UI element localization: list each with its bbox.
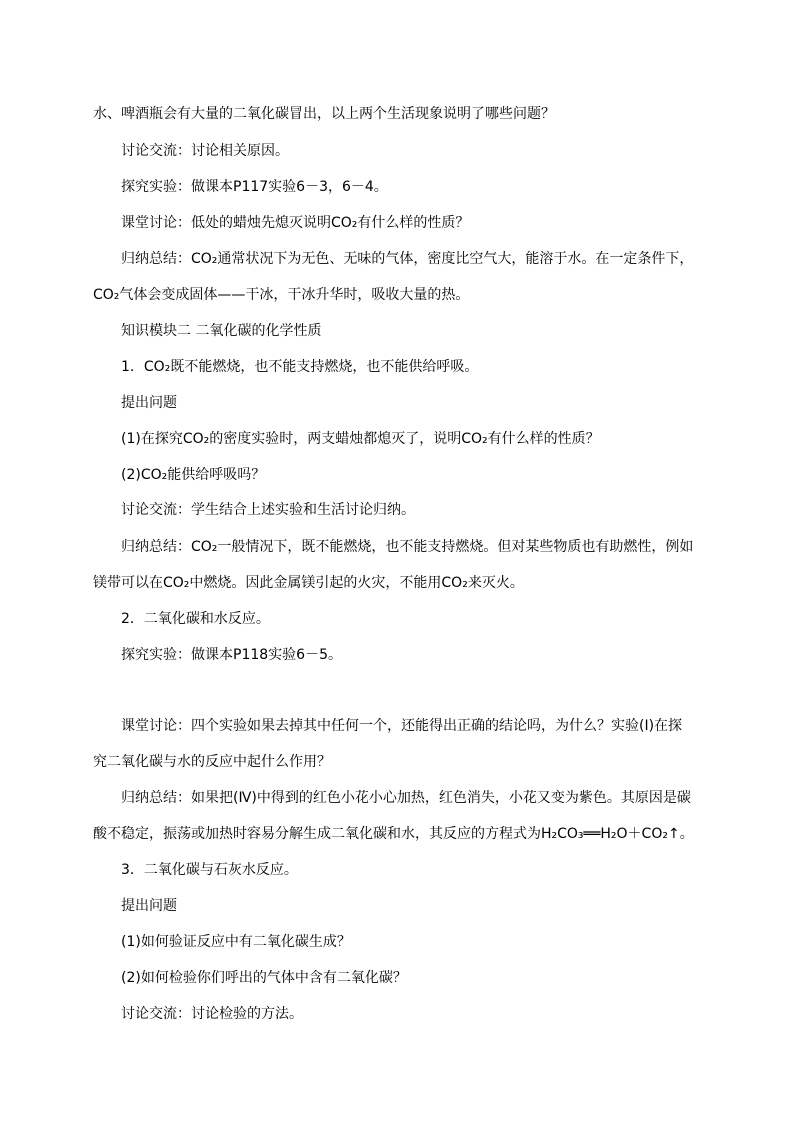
text-line-15: 2．二氧化碳和水反应。 (121, 611, 270, 627)
text-line-8: 1．CO₂既不能燃烧，也不能支持燃烧，也不能供给呼吸。 (121, 359, 479, 375)
text-line-16: 探究实验：做课本P118实验6－5。 (121, 647, 342, 663)
text-line-6: CO₂气体会变成固体——干冰，干冰升华时，吸收大量的热。 (93, 287, 470, 303)
text-line-1: 水、啤酒瓶会有大量的二氧化碳冒出，以上两个生活现象说明了哪些问题？ (93, 106, 555, 122)
text-line-5: 归纳总结：CO₂通常状况下为无色、无味的气体，密度比空气大，能溶于水。在一定条件下， (121, 251, 694, 267)
text-line-13: 归纳总结：CO₂一般情况下，既不能燃烧，也不能支持燃烧。但对某些物质也有助燃性，例如 (121, 539, 694, 555)
text-line-22: 提出问题 (121, 898, 177, 914)
text-line-10: (1)在探究CO₂的密度实验时，两支蜡烛都熄灭了，说明CO₂有什么样的性质？ (121, 431, 600, 447)
text-line-12: 讨论交流：学生结合上述实验和生活讨论归纳。 (121, 502, 415, 518)
text-line-9: 提出问题 (121, 395, 177, 411)
text-line-4: 课堂讨论：低处的蜡烛先熄灭说明CO₂有什么样的性质？ (121, 215, 470, 231)
text-line-20: 酸不稳定，振荡或加热时容易分解生成二氧化碳和水，其反应的方程式为H₂CO₃══H₂O＋CO₂↑。 (93, 826, 694, 842)
text-line-18: 究二氧化碳与水的反应中起什么作用？ (93, 754, 331, 770)
text-line-14: 镁带可以在CO₂中燃烧。因此金属镁引起的火灾，不能用CO₂来灭火。 (93, 575, 524, 591)
text-line-23: (1)如何验证反应中有二氧化碳生成？ (121, 934, 351, 950)
text-line-11: (2)CO₂能供给呼吸吗？ (121, 467, 266, 483)
text-line-17: 课堂讨论：四个实验如果去掉其中任何一个，还能得出正确的结论吗，为什么？实验(Ⅰ)在探 (121, 718, 683, 734)
text-line-2: 讨论交流：讨论相关原因。 (121, 143, 289, 159)
text-line-19: 归纳总结：如果把(Ⅳ)中得到的红色小花小心加热，红色消失，小花又变为紫色。其原因是碳 (121, 790, 691, 806)
text-line-3: 探究实验：做课本P117实验6－3，6－4。 (121, 179, 388, 195)
text-line-24: (2)如何检验你们呼出的气体中含有二氧化碳？ (121, 970, 407, 986)
text-line-25: 讨论交流：讨论检验的方法。 (121, 1006, 303, 1022)
section-heading: 知识模块二 二氧化碳的化学性质 (121, 323, 322, 339)
text-line-21: 3．二氧化碳与石灰水反应。 (121, 862, 298, 878)
